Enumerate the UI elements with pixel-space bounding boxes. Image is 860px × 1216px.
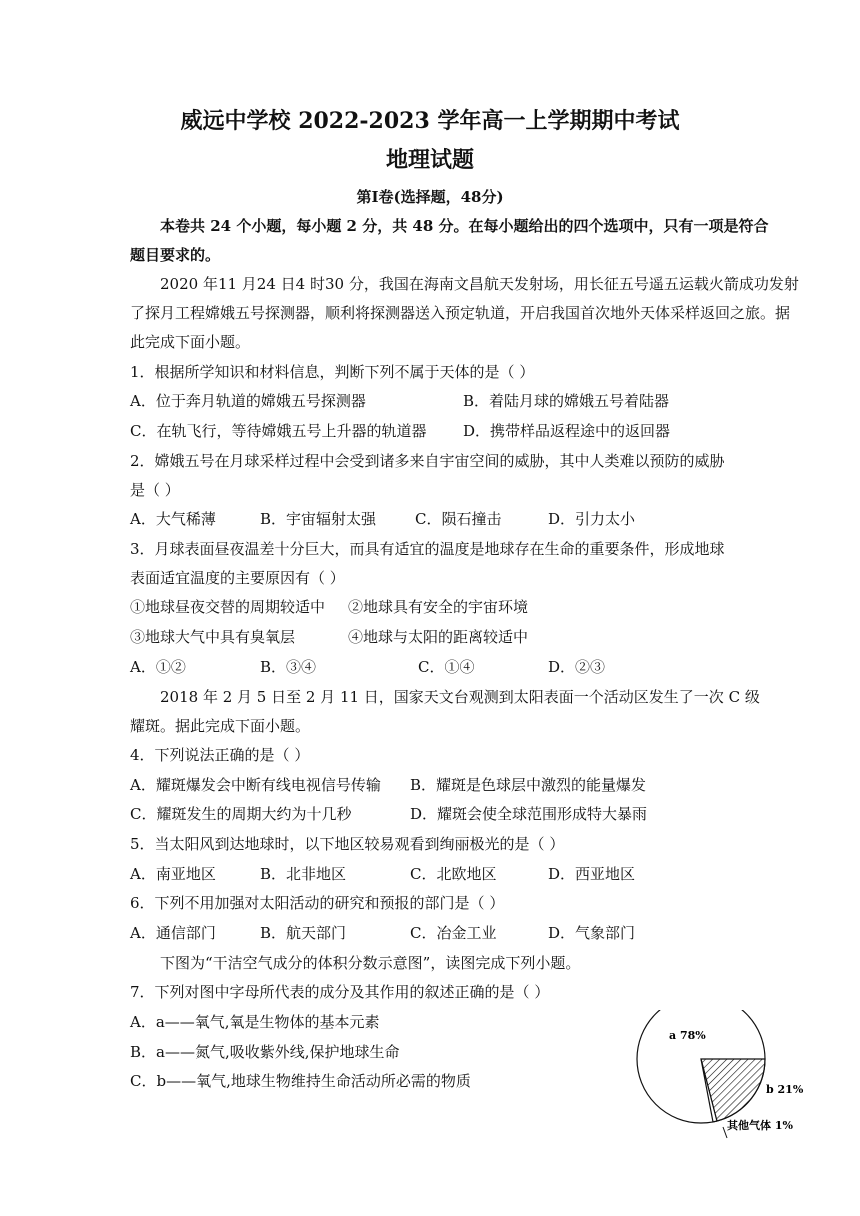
q7-option-c: C．b——氧气,地球生物维持生命活动所必需的物质 (130, 1072, 471, 1090)
q2-option-b: B．宇宙辐射太强 (260, 510, 377, 528)
q5-option-a: A．南亚地区 (130, 865, 216, 883)
q3-option-c: C．①④ (418, 658, 475, 676)
q1-option-b: B．着陆月球的嫦娥五号着陆器 (463, 392, 670, 410)
q1-option-d: D．携带样品返程途中的返回器 (463, 422, 671, 440)
passage1-line-1: 2020 年11 月24 日4 时30 分，我国在海南文昌航天发射场，用长征五号遥五运载火箭成功发射 (160, 275, 799, 293)
q7-stem: 7．下列对图中字母所代表的成分及其作用的叙述正确的是（ ） (130, 983, 550, 1001)
passage2-line-1: 2018 年 2 月 5 日至 2 月 11 日，国家天文台观测到太阳表面一个活动区发生了一次 C 级 (160, 688, 760, 706)
q2-option-c: C．陨石撞击 (415, 510, 502, 528)
q3-stem-2: 表面适宜温度的主要原因有（ ） (130, 569, 345, 587)
q4-option-c: C．耀斑发生的周期大约为十几秒 (130, 805, 352, 823)
q5-option-c: C．北欧地区 (410, 865, 497, 883)
q5-option-b: B．北非地区 (260, 865, 347, 883)
q3-statement-2: ②地球具有安全的宇宙环境 (348, 598, 529, 616)
q2-stem-1: 2．嫦娥五号在月球采样过程中会受到诸多来自宇宙空间的威胁，其中人类难以预防的威胁 (130, 452, 725, 470)
q6-stem: 6．下列不用加强对太阳活动的研究和预报的部门是（ ） (130, 894, 505, 912)
air-composition-pie-chart (620, 1010, 820, 1140)
slice-label-b: b 21% (766, 1083, 804, 1096)
q3-option-d: D．②③ (548, 658, 606, 676)
q1-option-c: C．在轨飞行，等待嫦娥五号上升器的轨道器 (130, 422, 427, 440)
q5-option-d: D．西亚地区 (548, 865, 636, 883)
q6-option-a: A．通信部门 (130, 924, 216, 942)
q4-option-a: A．耀斑爆发会中断有线电视信号传输 (130, 776, 381, 794)
q4-option-d: D．耀斑会使全球范围形成特大暴雨 (410, 805, 648, 823)
q4-stem: 4．下列说法正确的是（ ） (130, 746, 310, 764)
q6-option-d: D．气象部门 (548, 924, 636, 942)
passage2-line-2: 耀斑。据此完成下面小题。 (130, 717, 311, 735)
q1-stem: 1．根据所学知识和材料信息，判断下列不属于天体的是（ ） (130, 363, 535, 381)
q3-statement-1: ①地球昼夜交替的周期较适中 (130, 598, 326, 616)
q6-option-c: C．冶金工业 (410, 924, 497, 942)
subject-title: 地理试题 (385, 147, 474, 173)
passage3-line-1: 下图为“干洁空气成分的体积分数示意图”，读图完成下列小题。 (160, 954, 581, 972)
q3-statement-3: ③地球大气中具有臭氧层 (130, 628, 296, 646)
q7-option-a: A．a——氧气,氧是生物体的基本元素 (130, 1013, 380, 1031)
q3-option-a: A．①② (130, 658, 186, 676)
q3-stem-1: 3．月球表面昼夜温差十分巨大，而具有适宜的温度是地球存在生命的重要条件，形成地球 (130, 540, 725, 558)
exam-title: 威远中学校 2022-2023 学年高一上学期期中考试 (180, 108, 680, 134)
q2-option-a: A．大气稀薄 (130, 510, 216, 528)
q6-option-b: B．航天部门 (260, 924, 347, 942)
q3-option-b: B．③④ (260, 658, 317, 676)
q2-option-d: D．引力太小 (548, 510, 636, 528)
slice-label-other: 其他气体 1% (727, 1119, 793, 1132)
passage1-line-2: 了探月工程嫦娥五号探测器，顺利将探测器送入预定轨道，开启我国首次地外天体采样返回之旅。据 (130, 304, 791, 322)
instructions-line-2: 题目要求的。 (130, 246, 221, 264)
q1-option-a: A．位于奔月轨道的嫦娥五号探测器 (130, 392, 366, 410)
q4-option-b: B．耀斑是色球层中激烈的能量爆发 (410, 776, 647, 794)
q3-statement-4: ④地球与太阳的距离较适中 (348, 628, 529, 646)
q5-stem: 5．当太阳风到达地球时，以下地区较易观看到绚丽极光的是（ ） (130, 835, 565, 853)
section-title: 第Ⅰ卷(选择题，48分) (356, 188, 504, 206)
instructions-line-1: 本卷共 24 个小题，每小题 2 分，共 48 分。在每小题给出的四个选项中，只有一项是符合 (160, 217, 769, 235)
q2-stem-2: 是（ ） (130, 481, 180, 499)
passage1-line-3: 此完成下面小题。 (130, 333, 251, 351)
slice-label-a: a 78% (669, 1029, 706, 1042)
q7-option-b: B．a——氮气,吸收紫外线,保护地球生命 (130, 1043, 400, 1061)
